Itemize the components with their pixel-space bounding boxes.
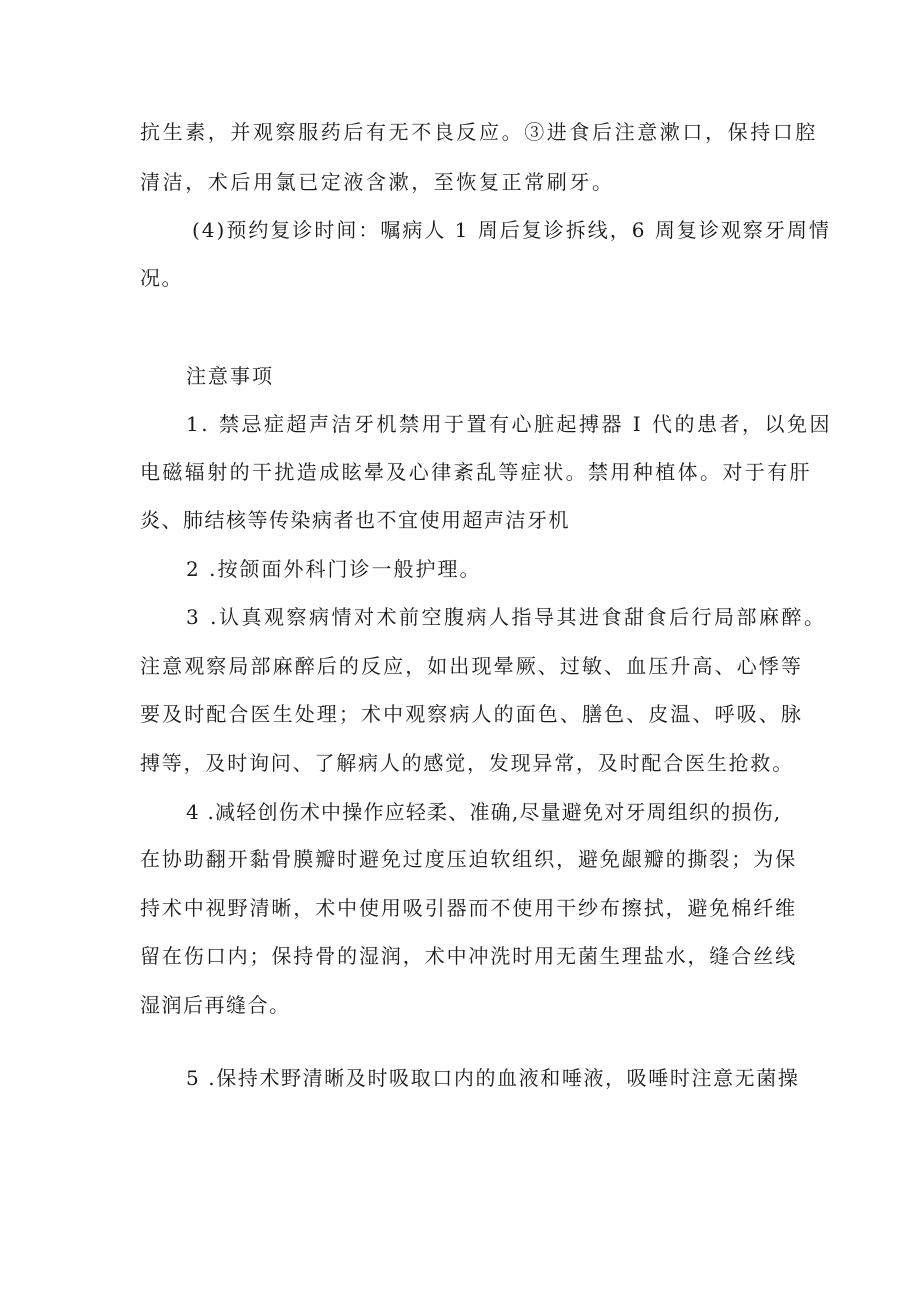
item-3-line-3: 要及时配合医生处理；术中观察病人的面色、膳色、皮温、呼吸、脉 xyxy=(140,702,803,726)
paragraph-follow-up-line-2: 况。 xyxy=(140,266,183,290)
item-4-line-1: 4 .减轻创伤术中操作应轻柔、准确,尽量避免对牙周组织的损伤, xyxy=(186,800,782,824)
item-4-line-5: 湿润后再缝合。 xyxy=(140,993,291,1017)
item-2-line-1: 2 .按颌面外科门诊一般护理。 xyxy=(186,557,482,581)
section-heading-precautions: 注意事项 xyxy=(186,364,274,388)
item-5-line-1: 5 .保持术野清晰及时吸取口内的血液和唾液，吸唾时注意无菌操 xyxy=(186,1066,800,1090)
item-4-line-4: 留在伤口内；保持骨的湿润，术中冲洗时用无菌生理盐水，缝合丝线 xyxy=(140,944,797,968)
item-1-line-2: 电磁辐射的干扰造成眩晕及心律紊乱等症状。禁用种植体。对于有肝 xyxy=(140,460,812,484)
item-1-line-3: 炎、肺结核等传染病者也不宜使用超声洁牙机 xyxy=(140,508,570,532)
paragraph-antibiotics-line-2: 清洁，术后用氯已定液含漱，至恢复正常刷牙。 xyxy=(140,170,615,194)
item-4-line-3: 持术中视野清晰，术中使用吸引器而不使用干纱布擦拭，避免棉纤维 xyxy=(140,896,797,920)
item-4-line-2: 在协助翻开黏骨膜瓣时避免过度压迫软组织，避免龈瓣的撕裂；为保 xyxy=(140,847,797,871)
paragraph-follow-up-line-1: (4)预约复诊时间：嘱病人 1 周后复诊拆线，6 周复诊观察牙周情 xyxy=(192,218,831,242)
item-3-line-4: 搏等，及时询问、了解病人的感觉，发现异常，及时配合医生抢救。 xyxy=(140,751,794,775)
paragraph-antibiotics-line-1: 抗生素，并观察服药后有无不良反应。③进食后注意漱口，保持口腔 xyxy=(140,120,818,144)
item-3-line-1: 3 .认真观察病情对术前空腹病人指导其进食甜食后行局部麻醉。 xyxy=(186,605,827,629)
item-3-line-2: 注意观察局部麻醉后的反应，如出现晕厥、过敏、血压升高、心悸等 xyxy=(140,654,803,678)
item-1-line-1: 1. 禁忌症超声洁牙机禁用于置有心脏起搏器 I 代的患者，以免因 xyxy=(186,412,833,436)
